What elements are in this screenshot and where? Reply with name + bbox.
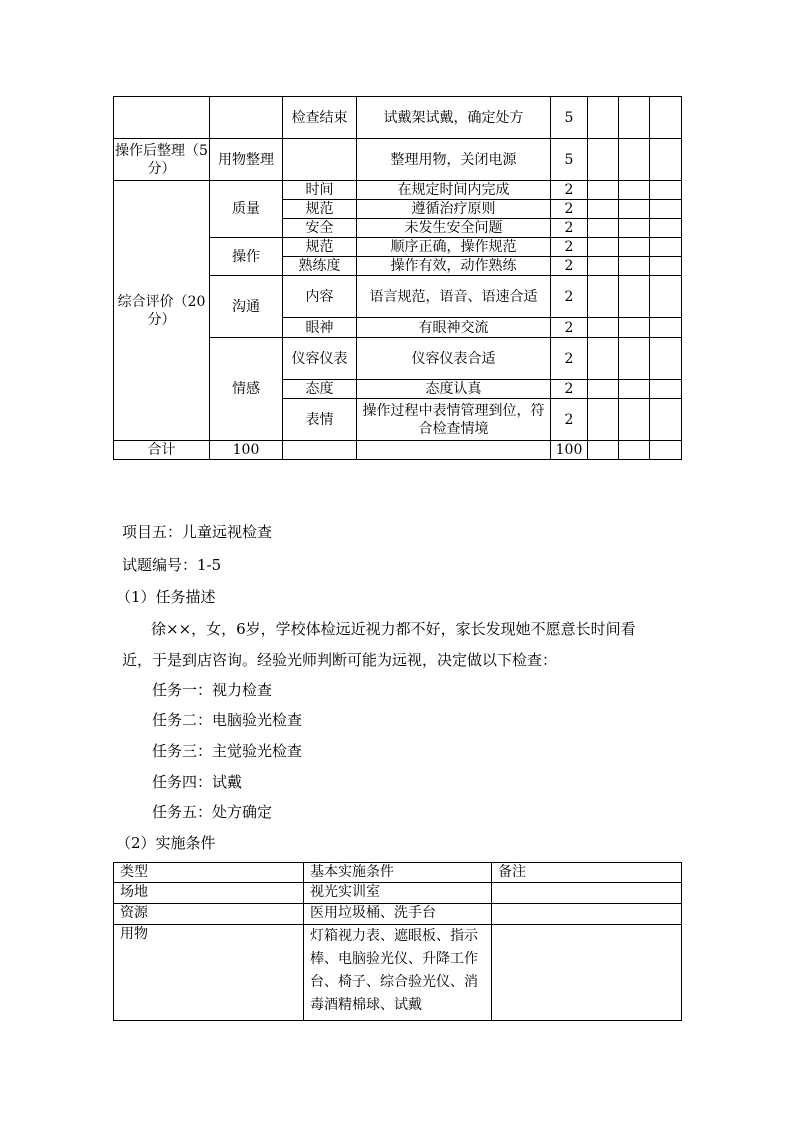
total-value: 100 [210, 441, 283, 460]
score-cell: 2 [551, 380, 588, 399]
description-line: 近，于是到店咨询。经验光师判断可能为远视，决定做以下检查： [122, 651, 558, 669]
table-row [114, 883, 682, 904]
item-cell: 遵循治疗原则 [357, 200, 551, 219]
aspect-cell: 熟练度 [283, 257, 357, 276]
question-number: 试题编号：1-5 [122, 556, 222, 574]
category-cell: 质量 [210, 181, 283, 238]
type-cell: 场地 [114, 883, 304, 904]
item-cell: 试戴架试戴，确定处方 [357, 97, 551, 139]
score-cell: 2 [551, 257, 588, 276]
task-item: 任务一：视力检查 [152, 681, 273, 699]
table-row [114, 181, 682, 200]
aspect-cell: 态度 [283, 380, 357, 399]
table-row [114, 97, 682, 139]
category-cell: 操作 [210, 238, 283, 276]
score-cell: 2 [551, 399, 588, 441]
table-row [114, 925, 682, 1021]
score-cell: 5 [551, 97, 588, 139]
aspect-cell: 时间 [283, 181, 357, 200]
score-cell: 2 [551, 276, 588, 318]
aspect-cell: 规范 [283, 238, 357, 257]
section-heading: （1）任务描述 [116, 588, 216, 606]
category-cell: 沟通 [210, 276, 283, 338]
total-score: 100 [551, 441, 588, 460]
sub-cell: 检查结束 [283, 97, 357, 139]
note-cell [492, 925, 682, 1021]
condition-cell: 灯箱视力表、遮眼板、指示棒、电脑验光仪、升降工作台、椅子、综合验光仪、消毒酒精棉球、试戴 [304, 925, 492, 1021]
score-cell: 2 [551, 238, 588, 257]
total-label: 合计 [114, 441, 210, 460]
type-cell: 用物 [114, 925, 304, 1021]
item-cell: 态度认真 [357, 380, 551, 399]
note-cell [492, 904, 682, 925]
item-cell: 有眼神交流 [357, 318, 551, 338]
task-item: 任务三：主觉验光检查 [152, 742, 303, 760]
item-cell: 操作有效，动作熟练 [357, 257, 551, 276]
type-cell: 资源 [114, 904, 304, 925]
table-row [114, 441, 682, 460]
item-cell: 顺序正确，操作规范 [357, 238, 551, 257]
header-cell: 类型 [114, 863, 304, 883]
stage-cell: 操作后整理（5分） [114, 139, 210, 181]
conditions-table [113, 862, 682, 1021]
sub-cell: 用物整理 [210, 139, 283, 181]
task-item: 任务二：电脑验光检查 [152, 711, 303, 729]
table-header-row [114, 863, 682, 883]
item-cell: 在规定时间内完成 [357, 181, 551, 200]
score-cell: 2 [551, 338, 588, 380]
item-cell: 未发生安全问题 [357, 219, 551, 238]
project-title: 项目五：儿童远视检查 [122, 523, 273, 541]
task-item: 任务五：处方确定 [152, 803, 273, 821]
score-cell: 2 [551, 318, 588, 338]
aspect-cell: 规范 [283, 200, 357, 219]
table-row [114, 904, 682, 925]
aspect-cell: 安全 [283, 219, 357, 238]
header-cell: 备注 [492, 863, 682, 883]
header-cell: 基本实施条件 [304, 863, 492, 883]
category-cell: 情感 [210, 338, 283, 441]
item-cell: 操作过程中表情管理到位，符合检查情境 [357, 399, 551, 441]
stage-cell: 综合评价（20分） [114, 181, 210, 441]
aspect-cell: 内容 [283, 276, 357, 318]
condition-cell: 医用垃圾桶、洗手台 [304, 904, 492, 925]
aspect-cell: 表情 [283, 399, 357, 441]
aspect-cell: 眼神 [283, 318, 357, 338]
item-cell: 仪容仪表合适 [357, 338, 551, 380]
item-cell: 整理用物，关闭电源 [357, 139, 551, 181]
score-cell: 5 [551, 139, 588, 181]
score-cell: 2 [551, 181, 588, 200]
score-cell: 2 [551, 219, 588, 238]
aspect-cell: 仪容仪表 [283, 338, 357, 380]
condition-cell: 视光实训室 [304, 883, 492, 904]
description-line: 徐××，女，6岁，学校体检远近视力都不好，家长发现她不愿意长时间看 [151, 620, 636, 638]
item-cell: 语言规范，语音、语速合适 [357, 276, 551, 318]
score-table [113, 96, 682, 460]
table-row [114, 139, 682, 181]
score-cell: 2 [551, 200, 588, 219]
section-heading: （2）实施条件 [116, 834, 216, 852]
task-item: 任务四：试戴 [152, 773, 243, 791]
note-cell [492, 883, 682, 904]
